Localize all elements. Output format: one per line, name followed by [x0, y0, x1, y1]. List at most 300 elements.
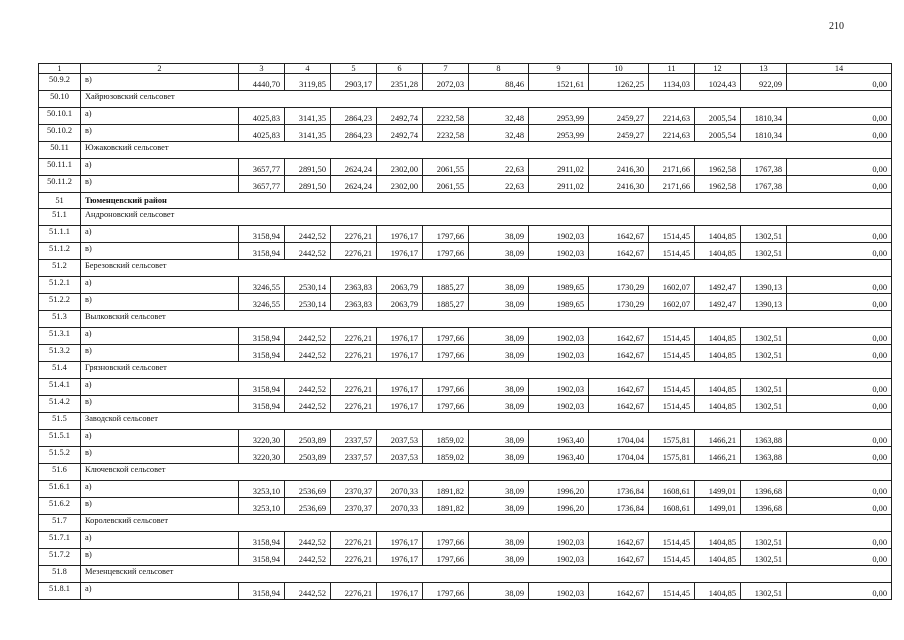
value-cell: 1797,66: [423, 549, 469, 566]
tariff-table: [38, 63, 892, 600]
value-cell: 2442,52: [285, 226, 331, 243]
value-cell: 2442,52: [285, 549, 331, 566]
value-cell: 1363,88: [741, 447, 787, 464]
value-cell: 1302,51: [741, 396, 787, 413]
value-cell: 2492,74: [377, 125, 423, 142]
value-cell: 1902,03: [529, 345, 589, 362]
row-label: а): [81, 226, 239, 243]
value-cell: 1514,45: [649, 583, 695, 600]
row-label: а): [81, 277, 239, 294]
value-cell: 2953,99: [529, 125, 589, 142]
value-cell: 3657,77: [239, 176, 285, 193]
value-cell: 38,09: [469, 532, 529, 549]
value-cell: 1704,04: [589, 447, 649, 464]
value-cell: 1902,03: [529, 532, 589, 549]
value-cell: 1024,43: [695, 74, 741, 91]
row-code: 51.7.2: [39, 549, 81, 566]
column-number-header: 3: [239, 64, 285, 74]
table-row: [39, 379, 892, 396]
value-cell: 0,00: [787, 277, 892, 294]
value-cell: 1976,17: [377, 328, 423, 345]
value-cell: 2363,83: [331, 277, 377, 294]
value-cell: 2005,54: [695, 108, 741, 125]
value-cell: 38,09: [469, 549, 529, 566]
value-cell: 1262,25: [589, 74, 649, 91]
value-cell: 0,00: [787, 379, 892, 396]
value-cell: 1902,03: [529, 379, 589, 396]
value-cell: 38,09: [469, 294, 529, 311]
value-cell: 2442,52: [285, 532, 331, 549]
value-cell: 0,00: [787, 532, 892, 549]
row-code: 51.6.2: [39, 498, 81, 515]
value-cell: 1996,20: [529, 498, 589, 515]
value-cell: 2903,17: [331, 74, 377, 91]
value-cell: 3220,30: [239, 430, 285, 447]
value-cell: 1404,85: [695, 396, 741, 413]
value-cell: 1404,85: [695, 549, 741, 566]
value-cell: 38,09: [469, 328, 529, 345]
row-label: а): [81, 108, 239, 125]
value-cell: 2442,52: [285, 243, 331, 260]
value-cell: 1642,67: [589, 328, 649, 345]
value-cell: 4025,83: [239, 125, 285, 142]
row-code: 50.11.2: [39, 176, 81, 193]
value-cell: 3657,77: [239, 159, 285, 176]
value-cell: 1736,84: [589, 498, 649, 515]
row-label: в): [81, 549, 239, 566]
value-cell: 2503,89: [285, 447, 331, 464]
row-label: в): [81, 243, 239, 260]
table-row: [39, 277, 892, 294]
value-cell: 1396,68: [741, 498, 787, 515]
row-code: 51.3: [39, 311, 81, 328]
column-number-header: 11: [649, 64, 695, 74]
row-code: 51.2.1: [39, 277, 81, 294]
value-cell: 1736,84: [589, 481, 649, 498]
table-row: [39, 532, 892, 549]
value-cell: 1962,58: [695, 159, 741, 176]
table-row: [39, 108, 892, 125]
section-row: [39, 142, 892, 159]
value-cell: 2276,21: [331, 243, 377, 260]
value-cell: 1859,02: [423, 447, 469, 464]
value-cell: 1404,85: [695, 226, 741, 243]
value-cell: 2171,66: [649, 159, 695, 176]
value-cell: 2416,30: [589, 176, 649, 193]
value-cell: 2363,83: [331, 294, 377, 311]
value-cell: 0,00: [787, 176, 892, 193]
value-cell: 3158,94: [239, 549, 285, 566]
value-cell: 2061,55: [423, 176, 469, 193]
value-cell: 2276,21: [331, 396, 377, 413]
row-code: 51.3.1: [39, 328, 81, 345]
value-cell: 32,48: [469, 108, 529, 125]
section-row: [39, 515, 892, 532]
value-cell: 1963,40: [529, 447, 589, 464]
value-cell: 3246,55: [239, 277, 285, 294]
row-code: 51.5.2: [39, 447, 81, 464]
value-cell: 1704,04: [589, 430, 649, 447]
value-cell: 2070,33: [377, 498, 423, 515]
value-cell: 2276,21: [331, 379, 377, 396]
value-cell: 1134,03: [649, 74, 695, 91]
row-code: 51.1: [39, 209, 81, 226]
table-row: [39, 243, 892, 260]
value-cell: 1514,45: [649, 226, 695, 243]
row-label: в): [81, 345, 239, 362]
value-cell: 2232,58: [423, 108, 469, 125]
value-cell: 0,00: [787, 108, 892, 125]
value-cell: 38,09: [469, 345, 529, 362]
value-cell: 38,09: [469, 430, 529, 447]
row-code: 50.10: [39, 91, 81, 108]
row-label: а): [81, 481, 239, 498]
value-cell: 0,00: [787, 243, 892, 260]
value-cell: 1797,66: [423, 328, 469, 345]
section-name: Королевский сельсовет: [81, 515, 892, 532]
value-cell: 38,09: [469, 447, 529, 464]
table-row: [39, 549, 892, 566]
value-cell: 2530,14: [285, 294, 331, 311]
value-cell: 0,00: [787, 125, 892, 142]
value-cell: 2214,63: [649, 125, 695, 142]
value-cell: 1642,67: [589, 396, 649, 413]
value-cell: 2536,69: [285, 498, 331, 515]
table-row: [39, 159, 892, 176]
value-cell: 2911,02: [529, 176, 589, 193]
value-cell: 1302,51: [741, 345, 787, 362]
value-cell: 22,63: [469, 176, 529, 193]
value-cell: 1976,17: [377, 396, 423, 413]
column-number-header: 13: [741, 64, 787, 74]
section-name: Ключевской сельсовет: [81, 464, 892, 481]
value-cell: 2624,24: [331, 176, 377, 193]
row-label: в): [81, 447, 239, 464]
value-cell: 0,00: [787, 583, 892, 600]
row-label: а): [81, 532, 239, 549]
value-cell: 2232,58: [423, 125, 469, 142]
value-cell: 1797,66: [423, 243, 469, 260]
value-cell: 0,00: [787, 294, 892, 311]
value-cell: 1602,07: [649, 294, 695, 311]
value-cell: 3158,94: [239, 396, 285, 413]
value-cell: 2370,37: [331, 481, 377, 498]
row-code: 51.1.1: [39, 226, 81, 243]
value-cell: 2302,00: [377, 176, 423, 193]
column-number-header: 8: [469, 64, 529, 74]
value-cell: 22,63: [469, 159, 529, 176]
value-cell: 1404,85: [695, 328, 741, 345]
value-cell: 922,09: [741, 74, 787, 91]
value-cell: 1962,58: [695, 176, 741, 193]
value-cell: 2302,00: [377, 159, 423, 176]
value-cell: 2351,28: [377, 74, 423, 91]
value-cell: 1976,17: [377, 345, 423, 362]
row-code: 51.2: [39, 260, 81, 277]
value-cell: 1608,61: [649, 498, 695, 515]
value-cell: 2891,50: [285, 159, 331, 176]
value-cell: 2442,52: [285, 328, 331, 345]
section-name: Хайрюзовский сельсовет: [81, 91, 892, 108]
table-row: [39, 498, 892, 515]
value-cell: 38,09: [469, 379, 529, 396]
row-code: 51: [39, 193, 81, 209]
value-cell: 1302,51: [741, 243, 787, 260]
value-cell: 1608,61: [649, 481, 695, 498]
value-cell: 1976,17: [377, 226, 423, 243]
value-cell: 1575,81: [649, 430, 695, 447]
column-number-header: 5: [331, 64, 377, 74]
value-cell: 1885,27: [423, 294, 469, 311]
value-cell: 1902,03: [529, 328, 589, 345]
value-cell: 2864,23: [331, 125, 377, 142]
section-row: [39, 464, 892, 481]
value-cell: 1996,20: [529, 481, 589, 498]
column-number-header: 7: [423, 64, 469, 74]
value-cell: 1902,03: [529, 226, 589, 243]
table-row: [39, 396, 892, 413]
value-cell: 1859,02: [423, 430, 469, 447]
value-cell: 1514,45: [649, 243, 695, 260]
value-cell: 1466,21: [695, 430, 741, 447]
section-name: Грязновский сельсовет: [81, 362, 892, 379]
value-cell: 2276,21: [331, 345, 377, 362]
value-cell: 1514,45: [649, 328, 695, 345]
value-cell: 2911,02: [529, 159, 589, 176]
row-code: 50.10.1: [39, 108, 81, 125]
column-number-header: 4: [285, 64, 331, 74]
value-cell: 2459,27: [589, 108, 649, 125]
value-cell: 2063,79: [377, 294, 423, 311]
value-cell: 2442,52: [285, 345, 331, 362]
value-cell: 1642,67: [589, 379, 649, 396]
value-cell: 1492,47: [695, 294, 741, 311]
section-name: Андроновский сельсовет: [81, 209, 892, 226]
section-row: [39, 260, 892, 277]
value-cell: 2276,21: [331, 226, 377, 243]
value-cell: 1902,03: [529, 243, 589, 260]
value-cell: 38,09: [469, 583, 529, 600]
value-cell: 1891,82: [423, 498, 469, 515]
value-cell: 1891,82: [423, 481, 469, 498]
value-cell: 1989,65: [529, 294, 589, 311]
value-cell: 1466,21: [695, 447, 741, 464]
value-cell: 1521,61: [529, 74, 589, 91]
value-cell: 4440,70: [239, 74, 285, 91]
value-cell: 1642,67: [589, 532, 649, 549]
value-cell: 0,00: [787, 549, 892, 566]
section-row: [39, 413, 892, 430]
row-code: 50.10.2: [39, 125, 81, 142]
section-row: [39, 91, 892, 108]
value-cell: 1642,67: [589, 549, 649, 566]
value-cell: 1976,17: [377, 549, 423, 566]
table-row: [39, 481, 892, 498]
value-cell: 1976,17: [377, 243, 423, 260]
page-number: 210: [829, 21, 844, 32]
value-cell: 1902,03: [529, 583, 589, 600]
value-cell: 1602,07: [649, 277, 695, 294]
section-name: Вылковский сельсовет: [81, 311, 892, 328]
value-cell: 38,09: [469, 277, 529, 294]
value-cell: 2276,21: [331, 583, 377, 600]
value-cell: 2370,37: [331, 498, 377, 515]
row-code: 51.7.1: [39, 532, 81, 549]
row-label: в): [81, 74, 239, 91]
value-cell: 0,00: [787, 430, 892, 447]
row-label: а): [81, 430, 239, 447]
column-number-header: 10: [589, 64, 649, 74]
column-number-header: 2: [81, 64, 239, 74]
value-cell: 3119,85: [285, 74, 331, 91]
table-row: [39, 176, 892, 193]
value-cell: 3158,94: [239, 532, 285, 549]
value-cell: 3158,94: [239, 583, 285, 600]
section-row: [39, 362, 892, 379]
value-cell: 2442,52: [285, 583, 331, 600]
value-cell: 1810,34: [741, 108, 787, 125]
column-number-header: 12: [695, 64, 741, 74]
value-cell: 3158,94: [239, 226, 285, 243]
value-cell: 1797,66: [423, 226, 469, 243]
table-row: [39, 345, 892, 362]
value-cell: 38,09: [469, 498, 529, 515]
value-cell: 3158,94: [239, 345, 285, 362]
row-code: 51.4.1: [39, 379, 81, 396]
value-cell: 1302,51: [741, 583, 787, 600]
value-cell: 3158,94: [239, 328, 285, 345]
value-cell: 0,00: [787, 498, 892, 515]
value-cell: 1575,81: [649, 447, 695, 464]
value-cell: 2891,50: [285, 176, 331, 193]
district-name: Тюменцевский район: [81, 193, 892, 209]
value-cell: 0,00: [787, 396, 892, 413]
value-cell: 1390,13: [741, 294, 787, 311]
value-cell: 0,00: [787, 345, 892, 362]
value-cell: 2037,53: [377, 430, 423, 447]
value-cell: 1767,38: [741, 176, 787, 193]
row-label: в): [81, 498, 239, 515]
value-cell: 1514,45: [649, 549, 695, 566]
column-number-row: [39, 64, 892, 74]
value-cell: 1902,03: [529, 396, 589, 413]
row-code: 51.2.2: [39, 294, 81, 311]
value-cell: 2037,53: [377, 447, 423, 464]
value-cell: 0,00: [787, 159, 892, 176]
table-body: [39, 64, 892, 600]
value-cell: 1989,65: [529, 277, 589, 294]
value-cell: 1797,66: [423, 532, 469, 549]
table-row: [39, 74, 892, 91]
column-number-header: 9: [529, 64, 589, 74]
section-name: Мезенцевский сельсовет: [81, 566, 892, 583]
section-row: [39, 209, 892, 226]
value-cell: 3141,35: [285, 125, 331, 142]
value-cell: 1902,03: [529, 549, 589, 566]
row-code: 51.6: [39, 464, 81, 481]
column-number-header: 1: [39, 64, 81, 74]
value-cell: 0,00: [787, 481, 892, 498]
value-cell: 1976,17: [377, 532, 423, 549]
value-cell: 3220,30: [239, 447, 285, 464]
value-cell: 2276,21: [331, 532, 377, 549]
value-cell: 1302,51: [741, 328, 787, 345]
value-cell: 1302,51: [741, 549, 787, 566]
row-label: в): [81, 176, 239, 193]
row-label: в): [81, 396, 239, 413]
section-row: [39, 566, 892, 583]
value-cell: 2214,63: [649, 108, 695, 125]
value-cell: 1730,29: [589, 294, 649, 311]
value-cell: 1642,67: [589, 226, 649, 243]
value-cell: 1492,47: [695, 277, 741, 294]
column-number-header: 6: [377, 64, 423, 74]
value-cell: 1363,88: [741, 430, 787, 447]
value-cell: 1797,66: [423, 379, 469, 396]
value-cell: 2171,66: [649, 176, 695, 193]
section-name: Березовский сельсовет: [81, 260, 892, 277]
value-cell: 1797,66: [423, 396, 469, 413]
row-code: 51.7: [39, 515, 81, 532]
value-cell: 1514,45: [649, 345, 695, 362]
value-cell: 1797,66: [423, 345, 469, 362]
value-cell: 38,09: [469, 481, 529, 498]
value-cell: 3253,10: [239, 481, 285, 498]
column-number-header: 14: [787, 64, 892, 74]
value-cell: 1404,85: [695, 345, 741, 362]
value-cell: 1404,85: [695, 243, 741, 260]
row-code: 51.8.1: [39, 583, 81, 600]
value-cell: 38,09: [469, 396, 529, 413]
value-cell: 1302,51: [741, 532, 787, 549]
row-label: а): [81, 159, 239, 176]
row-code: 51.5: [39, 413, 81, 430]
row-code: 51.8: [39, 566, 81, 583]
row-code: 50.11.1: [39, 159, 81, 176]
value-cell: 32,48: [469, 125, 529, 142]
table-row: [39, 294, 892, 311]
value-cell: 2459,27: [589, 125, 649, 142]
value-cell: 0,00: [787, 447, 892, 464]
value-cell: 2276,21: [331, 328, 377, 345]
row-code: 50.11: [39, 142, 81, 159]
row-label: а): [81, 583, 239, 600]
value-cell: 2624,24: [331, 159, 377, 176]
value-cell: 3253,10: [239, 498, 285, 515]
row-label: а): [81, 328, 239, 345]
value-cell: 2276,21: [331, 549, 377, 566]
district-row: [39, 193, 892, 209]
row-code: 51.6.1: [39, 481, 81, 498]
value-cell: 2072,03: [423, 74, 469, 91]
table-row: [39, 583, 892, 600]
value-cell: 1404,85: [695, 532, 741, 549]
value-cell: 1767,38: [741, 159, 787, 176]
value-cell: 1302,51: [741, 379, 787, 396]
value-cell: 1976,17: [377, 379, 423, 396]
value-cell: 4025,83: [239, 108, 285, 125]
value-cell: 1797,66: [423, 583, 469, 600]
value-cell: 3246,55: [239, 294, 285, 311]
row-code: 51.4.2: [39, 396, 81, 413]
value-cell: 2864,23: [331, 108, 377, 125]
value-cell: 2442,52: [285, 396, 331, 413]
value-cell: 1976,17: [377, 583, 423, 600]
value-cell: 0,00: [787, 74, 892, 91]
value-cell: 2953,99: [529, 108, 589, 125]
table-row: [39, 430, 892, 447]
row-code: 51.4: [39, 362, 81, 379]
